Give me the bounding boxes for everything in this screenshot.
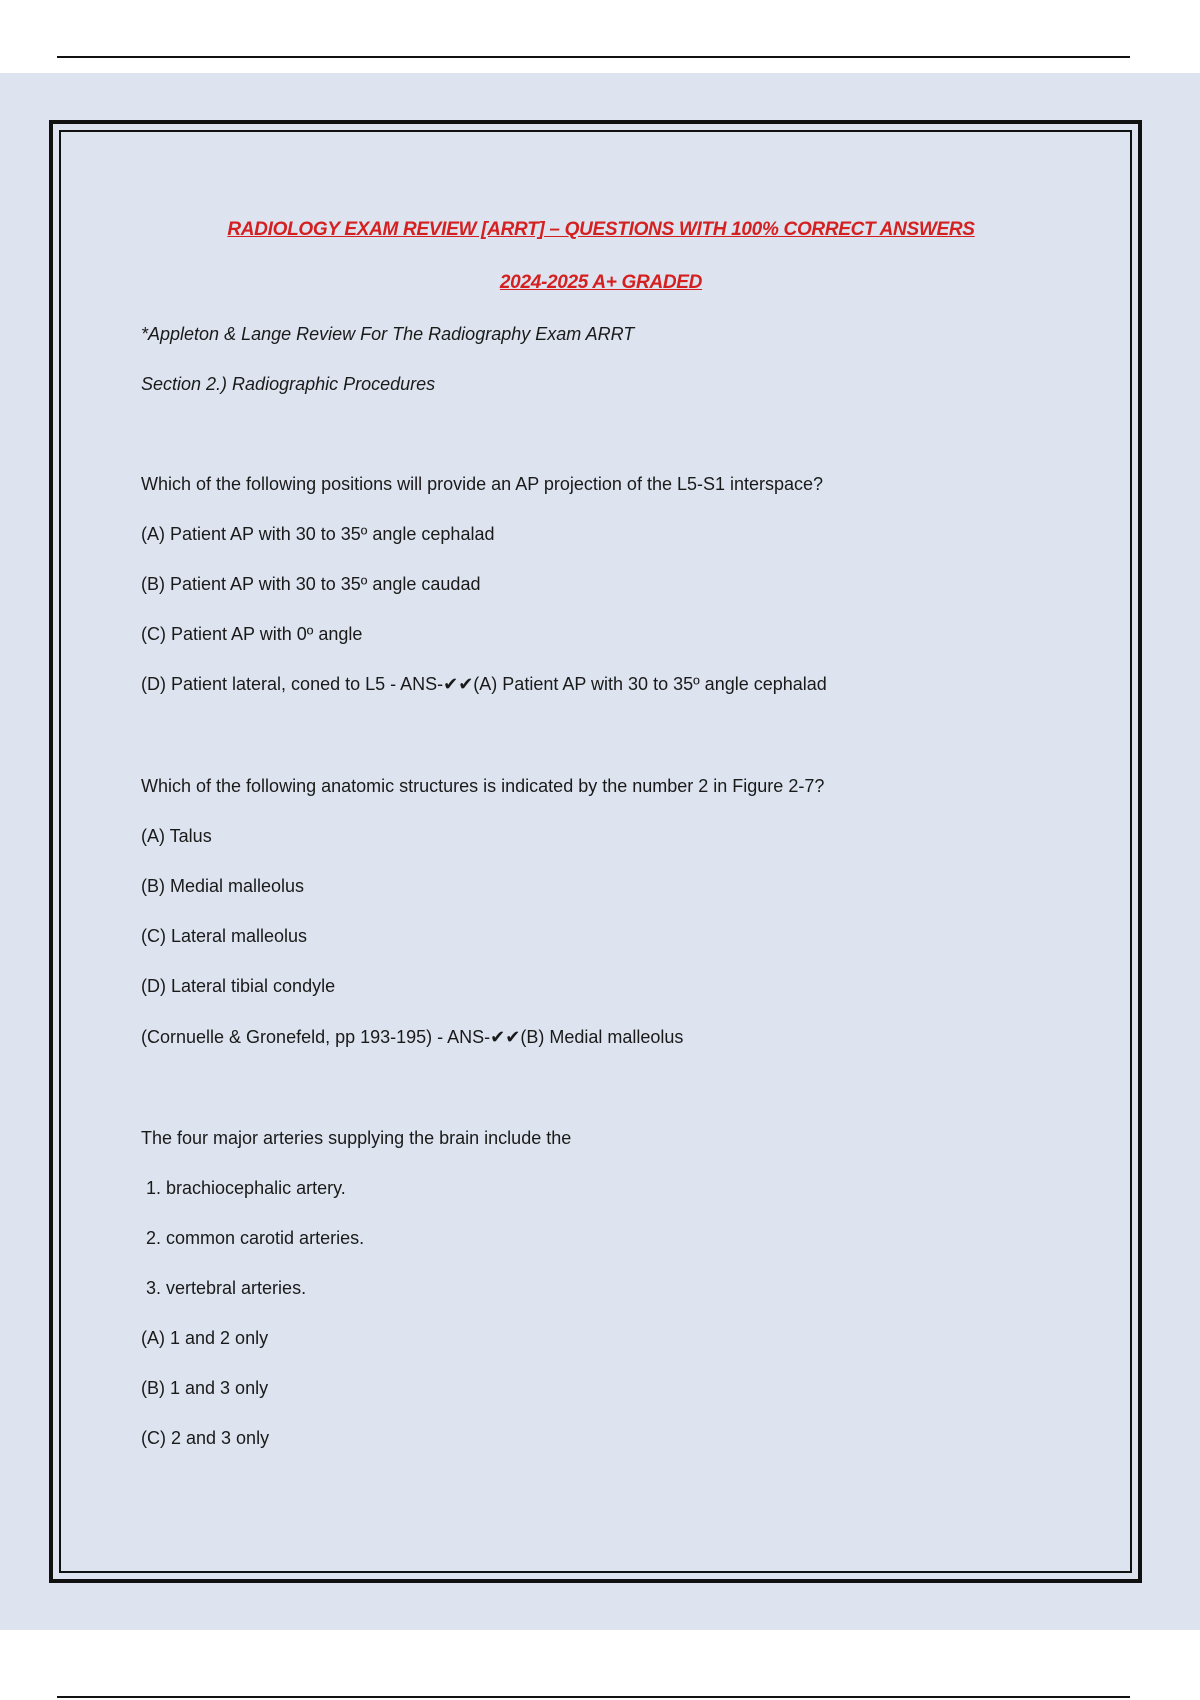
section-line: Section 2.) Radiographic Procedures — [141, 374, 436, 394]
question-2-prompt: Which of the following anatomic structures is indicated by the number 2 in Figure 2-7? — [141, 776, 825, 796]
question-3-option-c: (C) 2 and 3 only — [141, 1428, 270, 1448]
question-1-option-d-answer: (D) Patient lateral, coned to L5 - ANS-✔✔(A) Patient AP with 30 to 35º angle cephalad — [141, 674, 827, 694]
question-1-prompt: Which of the following positions will provide an AP projection of the L5-S1 interspace? — [141, 474, 824, 494]
question-3-item-3: 3. vertebral arteries. — [146, 1278, 307, 1298]
question-3-option-b: (B) 1 and 3 only — [141, 1378, 269, 1398]
question-1-option-a: (A) Patient AP with 30 to 35º angle cephalad — [141, 524, 495, 544]
footer-rule — [57, 1696, 1130, 1698]
question-2-option-d: (D) Lateral tibial condyle — [141, 976, 336, 996]
question-3-option-a: (A) 1 and 2 only — [141, 1328, 269, 1348]
document-title: RADIOLOGY EXAM REVIEW [ARRT] – QUESTIONS WITH 100% CORRECT ANSWERS — [227, 219, 975, 240]
question-3-item-1: 1. brachiocephalic artery. — [146, 1178, 346, 1198]
question-1-option-c: (C) Patient AP with 0º angle — [141, 624, 363, 644]
question-3-prompt: The four major arteries supplying the brain include the — [141, 1128, 572, 1148]
question-2-answer: (Cornuelle & Gronefeld, pp 193-195) - ANS-✔✔(B) Medial malleolus — [141, 1027, 684, 1047]
question-2-option-c: (C) Lateral malleolus — [141, 926, 308, 946]
header-rule — [57, 56, 1130, 58]
document-inner-border — [59, 130, 1132, 1573]
question-2-option-a: (A) Talus — [141, 826, 212, 846]
question-1-option-b: (B) Patient AP with 30 to 35º angle caudad — [141, 574, 481, 594]
source-line: *Appleton & Lange Review For The Radiography Exam ARRT — [141, 324, 635, 344]
question-2-option-b: (B) Medial malleolus — [141, 876, 305, 896]
document-subtitle: 2024-2025 A+ GRADED — [499, 272, 703, 293]
question-3-item-2: 2. common carotid arteries. — [146, 1228, 365, 1248]
